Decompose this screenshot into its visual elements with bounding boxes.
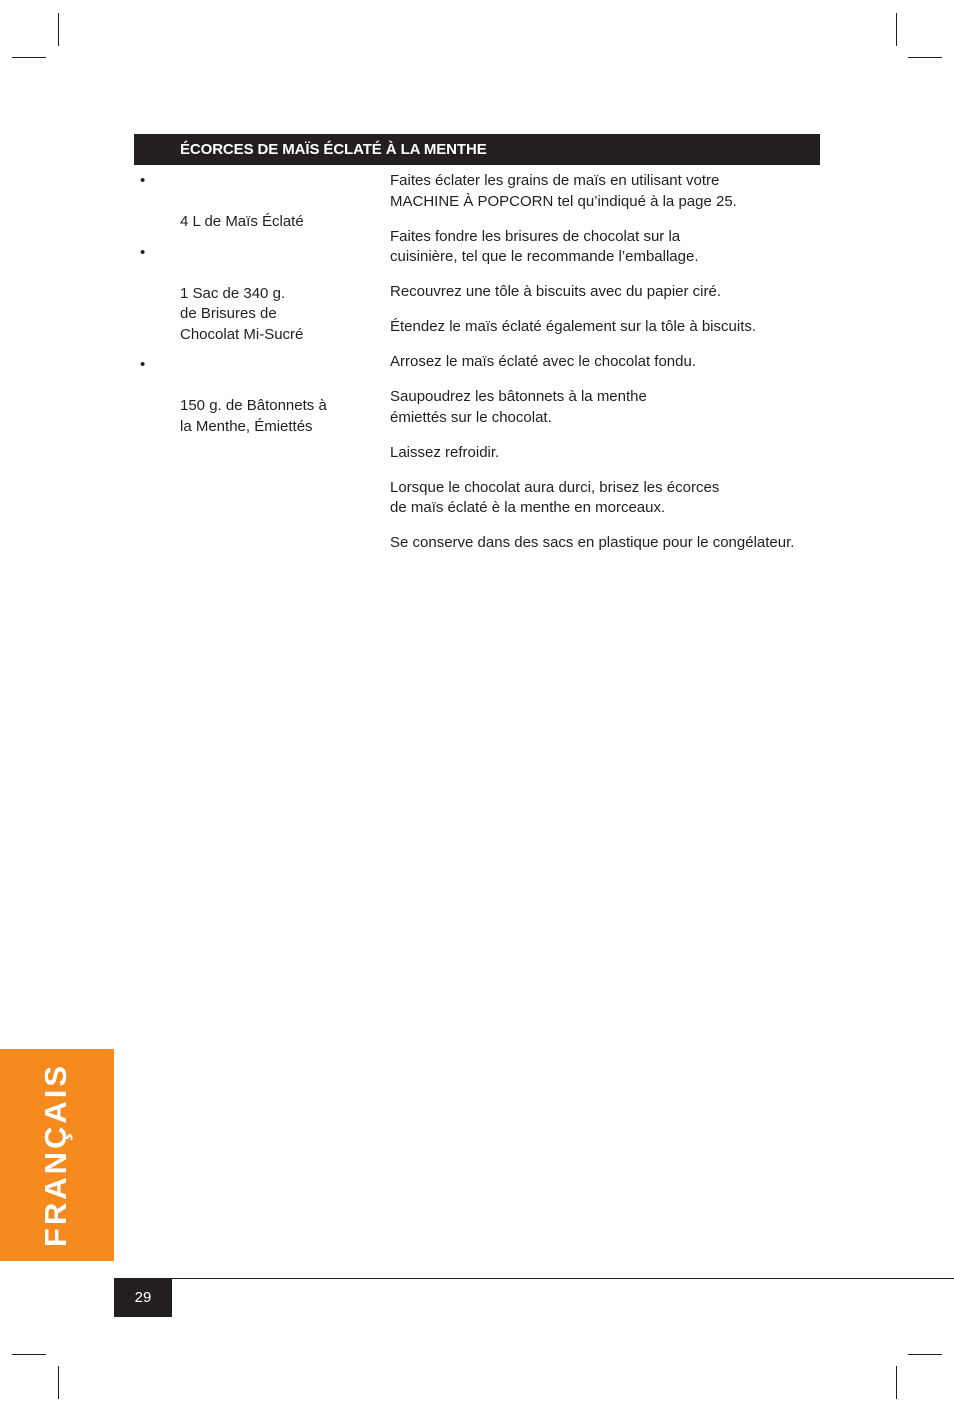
ingredient-text: 4 L de Maïs Éclaté — [180, 213, 304, 230]
crop-mark-top-right-vertical — [896, 13, 897, 46]
ingredient-text: 1 Sac de 340 g. de Brisures de Chocolat Mi-Sucré — [180, 284, 304, 343]
ingredient-item — [140, 355, 370, 437]
instruction-step: Étendez le maïs éclaté également sur la tôle à biscuits. — [390, 318, 757, 335]
ingredient-item — [140, 171, 370, 233]
instruction-step: Recouvrez une tôle à biscuits avec du papier ciré. — [390, 283, 722, 300]
footer-rule — [114, 1278, 954, 1279]
bullet-icon: • — [140, 172, 146, 189]
instruction-step: Saupoudrez les bâtonnets à la menthe émiettés sur le chocolat. — [390, 388, 647, 426]
instructions-list — [390, 171, 820, 568]
instruction-step: Lorsque le chocolat aura durci, brisez les écorces de maïs éclaté è la menthe en morceaux. — [390, 478, 720, 516]
recipe-title: ÉCORCES DE MAÏS ÉCLATÉ À LA MENTHE — [180, 141, 487, 158]
ingredient-item — [140, 243, 370, 346]
instruction-step: Laissez refroidir. — [390, 443, 500, 461]
ingredient-text: 150 g. de Bâtonnets à la Menthe, Émiettés — [180, 397, 327, 435]
page-number-box — [114, 1278, 172, 1317]
crop-mark-bottom-left-horizontal — [12, 1354, 46, 1355]
language-label: FRANÇAIS — [38, 1062, 73, 1248]
instruction-step: Faites fondre les brisures de chocolat sur la cuisinière, tel que le recommande l’emballage. — [390, 227, 699, 265]
instruction-step: Arrosez le maïs éclaté avec le chocolat fondu. — [390, 353, 696, 370]
crop-mark-top-left-horizontal — [12, 57, 46, 58]
crop-mark-bottom-right-vertical — [896, 1366, 897, 1399]
crop-mark-bottom-left-vertical — [58, 1366, 59, 1399]
instruction-step: Se conserve dans des sacs en plastique pour le congélateur. — [390, 534, 795, 551]
crop-mark-bottom-right-horizontal — [908, 1354, 942, 1355]
page-number: 29 — [134, 1289, 152, 1306]
recipe-title-bar — [134, 134, 820, 165]
instruction-step: Faites éclater les grains de maïs en utilisant votre MACHINE À POPCORN tel qu’indiqué à la page 25. — [390, 172, 737, 210]
bullet-icon: • — [140, 243, 146, 261]
crop-mark-top-left-vertical — [58, 13, 59, 46]
language-tab — [0, 1049, 114, 1261]
crop-mark-top-right-horizontal — [908, 57, 942, 58]
ingredients-list — [140, 171, 370, 447]
bullet-icon: • — [140, 356, 146, 373]
